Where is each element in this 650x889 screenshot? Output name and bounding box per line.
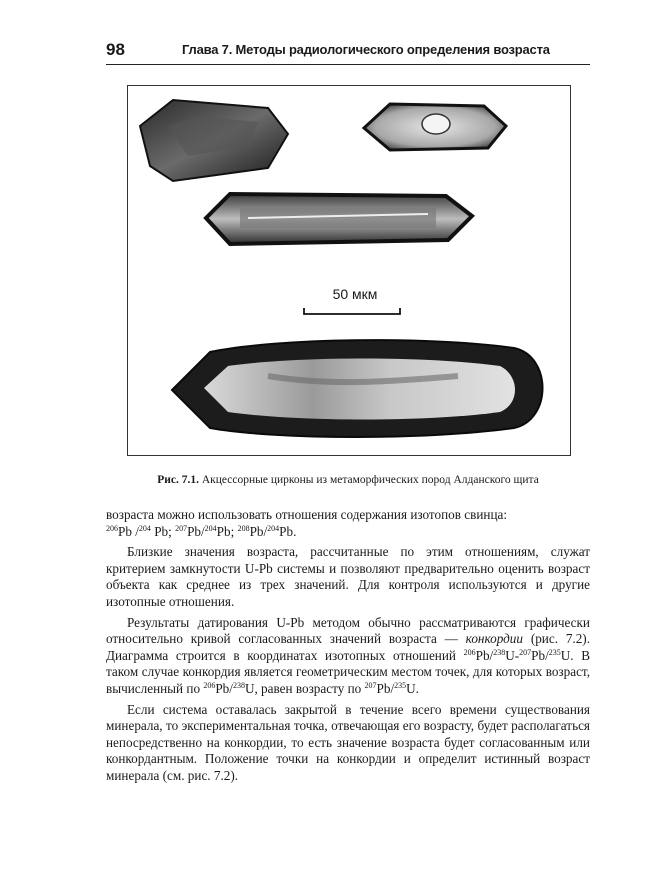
p3-i3d: U, равен возрасту по — [244, 680, 365, 696]
p1-m2c: 204 — [204, 523, 217, 533]
paragraph-4: Если система оставалась закрытой в течение всего времени существования минерала, то экспериментальная точка, отвечающая его возрасту, будет располагаться непосредственно на конкордии, то есть значение возраста будет согласованным или конкордантным. Положение точки на конкордии и определит истинный возраст минерала (см. рис. 7.2). — [106, 701, 590, 783]
p1-m3a: 208 — [237, 523, 250, 533]
p3-i1a: 206 — [463, 647, 476, 657]
p3-i3a: 206 — [203, 680, 216, 690]
scale-label: 50 мкм — [332, 286, 378, 302]
p1-m1b: Pb / — [118, 523, 139, 539]
page-header — [106, 40, 590, 65]
p3-i1b: Pb/ — [475, 647, 494, 663]
p1-m3c: 204 — [267, 523, 280, 533]
p3-i4b: Pb/ — [376, 680, 395, 696]
p1-m3d: Pb. — [279, 523, 297, 539]
p1-m2a: 207 — [175, 523, 188, 533]
body-text — [106, 507, 590, 789]
p3-i4a: 207 — [364, 680, 377, 690]
p3-i1c: 238 — [493, 647, 506, 657]
paragraph-2: Близкие значения возраста, рассчитанные по этим отношениям, служат критерием замкнутости U-Pb системы и позволяют предварительно оценить возраст объекта как среднее из трех значений. Для контроля используются и другие изотопные отношения. — [106, 544, 590, 609]
p1-m3b: Pb/ — [249, 523, 268, 539]
p3-i3c: 238 — [232, 680, 245, 690]
p3-i4c: 235 — [394, 680, 407, 690]
paragraph-3 — [106, 615, 590, 698]
p1-m1c: 204 — [138, 523, 151, 533]
p1-m1a: 206 — [106, 523, 118, 533]
p3-i4d: U. — [406, 680, 419, 696]
running-head: Глава 7. Методы радиологического определения возраста — [182, 42, 550, 57]
paragraph-1 — [106, 507, 590, 540]
p3-a: Результаты датирования U-Pb методом обычно рассматриваются графически относительно кривой согласованных значений возраста — — [106, 614, 590, 647]
p3-c: В таком случае конкордия является геометрическим местом точек, для которых возраст, вычисленный по — [106, 647, 590, 696]
p3-i1d: U- — [505, 647, 520, 663]
p3-b: (рис. 7.2). Диаграмма строится в координатах изотопных отношений — [106, 631, 590, 663]
p3-i2d: U. — [560, 647, 582, 663]
figure-zircon-micrograph — [127, 85, 571, 456]
page-number: 98 — [106, 40, 125, 59]
figure-caption — [106, 474, 590, 486]
p1-line1: возраста можно использовать отношения содержания изотопов свинца: — [106, 507, 508, 522]
p3-i3b: Pb/ — [215, 680, 233, 696]
p1-m1d: Pb; — [150, 523, 176, 539]
caption-text: Акцессорные цирконы из метаморфических пород Алданского щита — [201, 474, 539, 486]
p3-i2b: Pb/ — [531, 647, 549, 663]
scale-bar — [304, 308, 400, 314]
term-concordia: конкордии — [465, 631, 523, 647]
p1-m2b: Pb/ — [187, 523, 205, 539]
p3-i2a: 207 — [519, 647, 532, 657]
p1-m2d: Pb; — [216, 523, 238, 539]
caption-number: Рис. 7.1. — [157, 474, 199, 486]
p3-i2c: 235 — [548, 647, 561, 657]
micrograph-image — [128, 86, 570, 455]
